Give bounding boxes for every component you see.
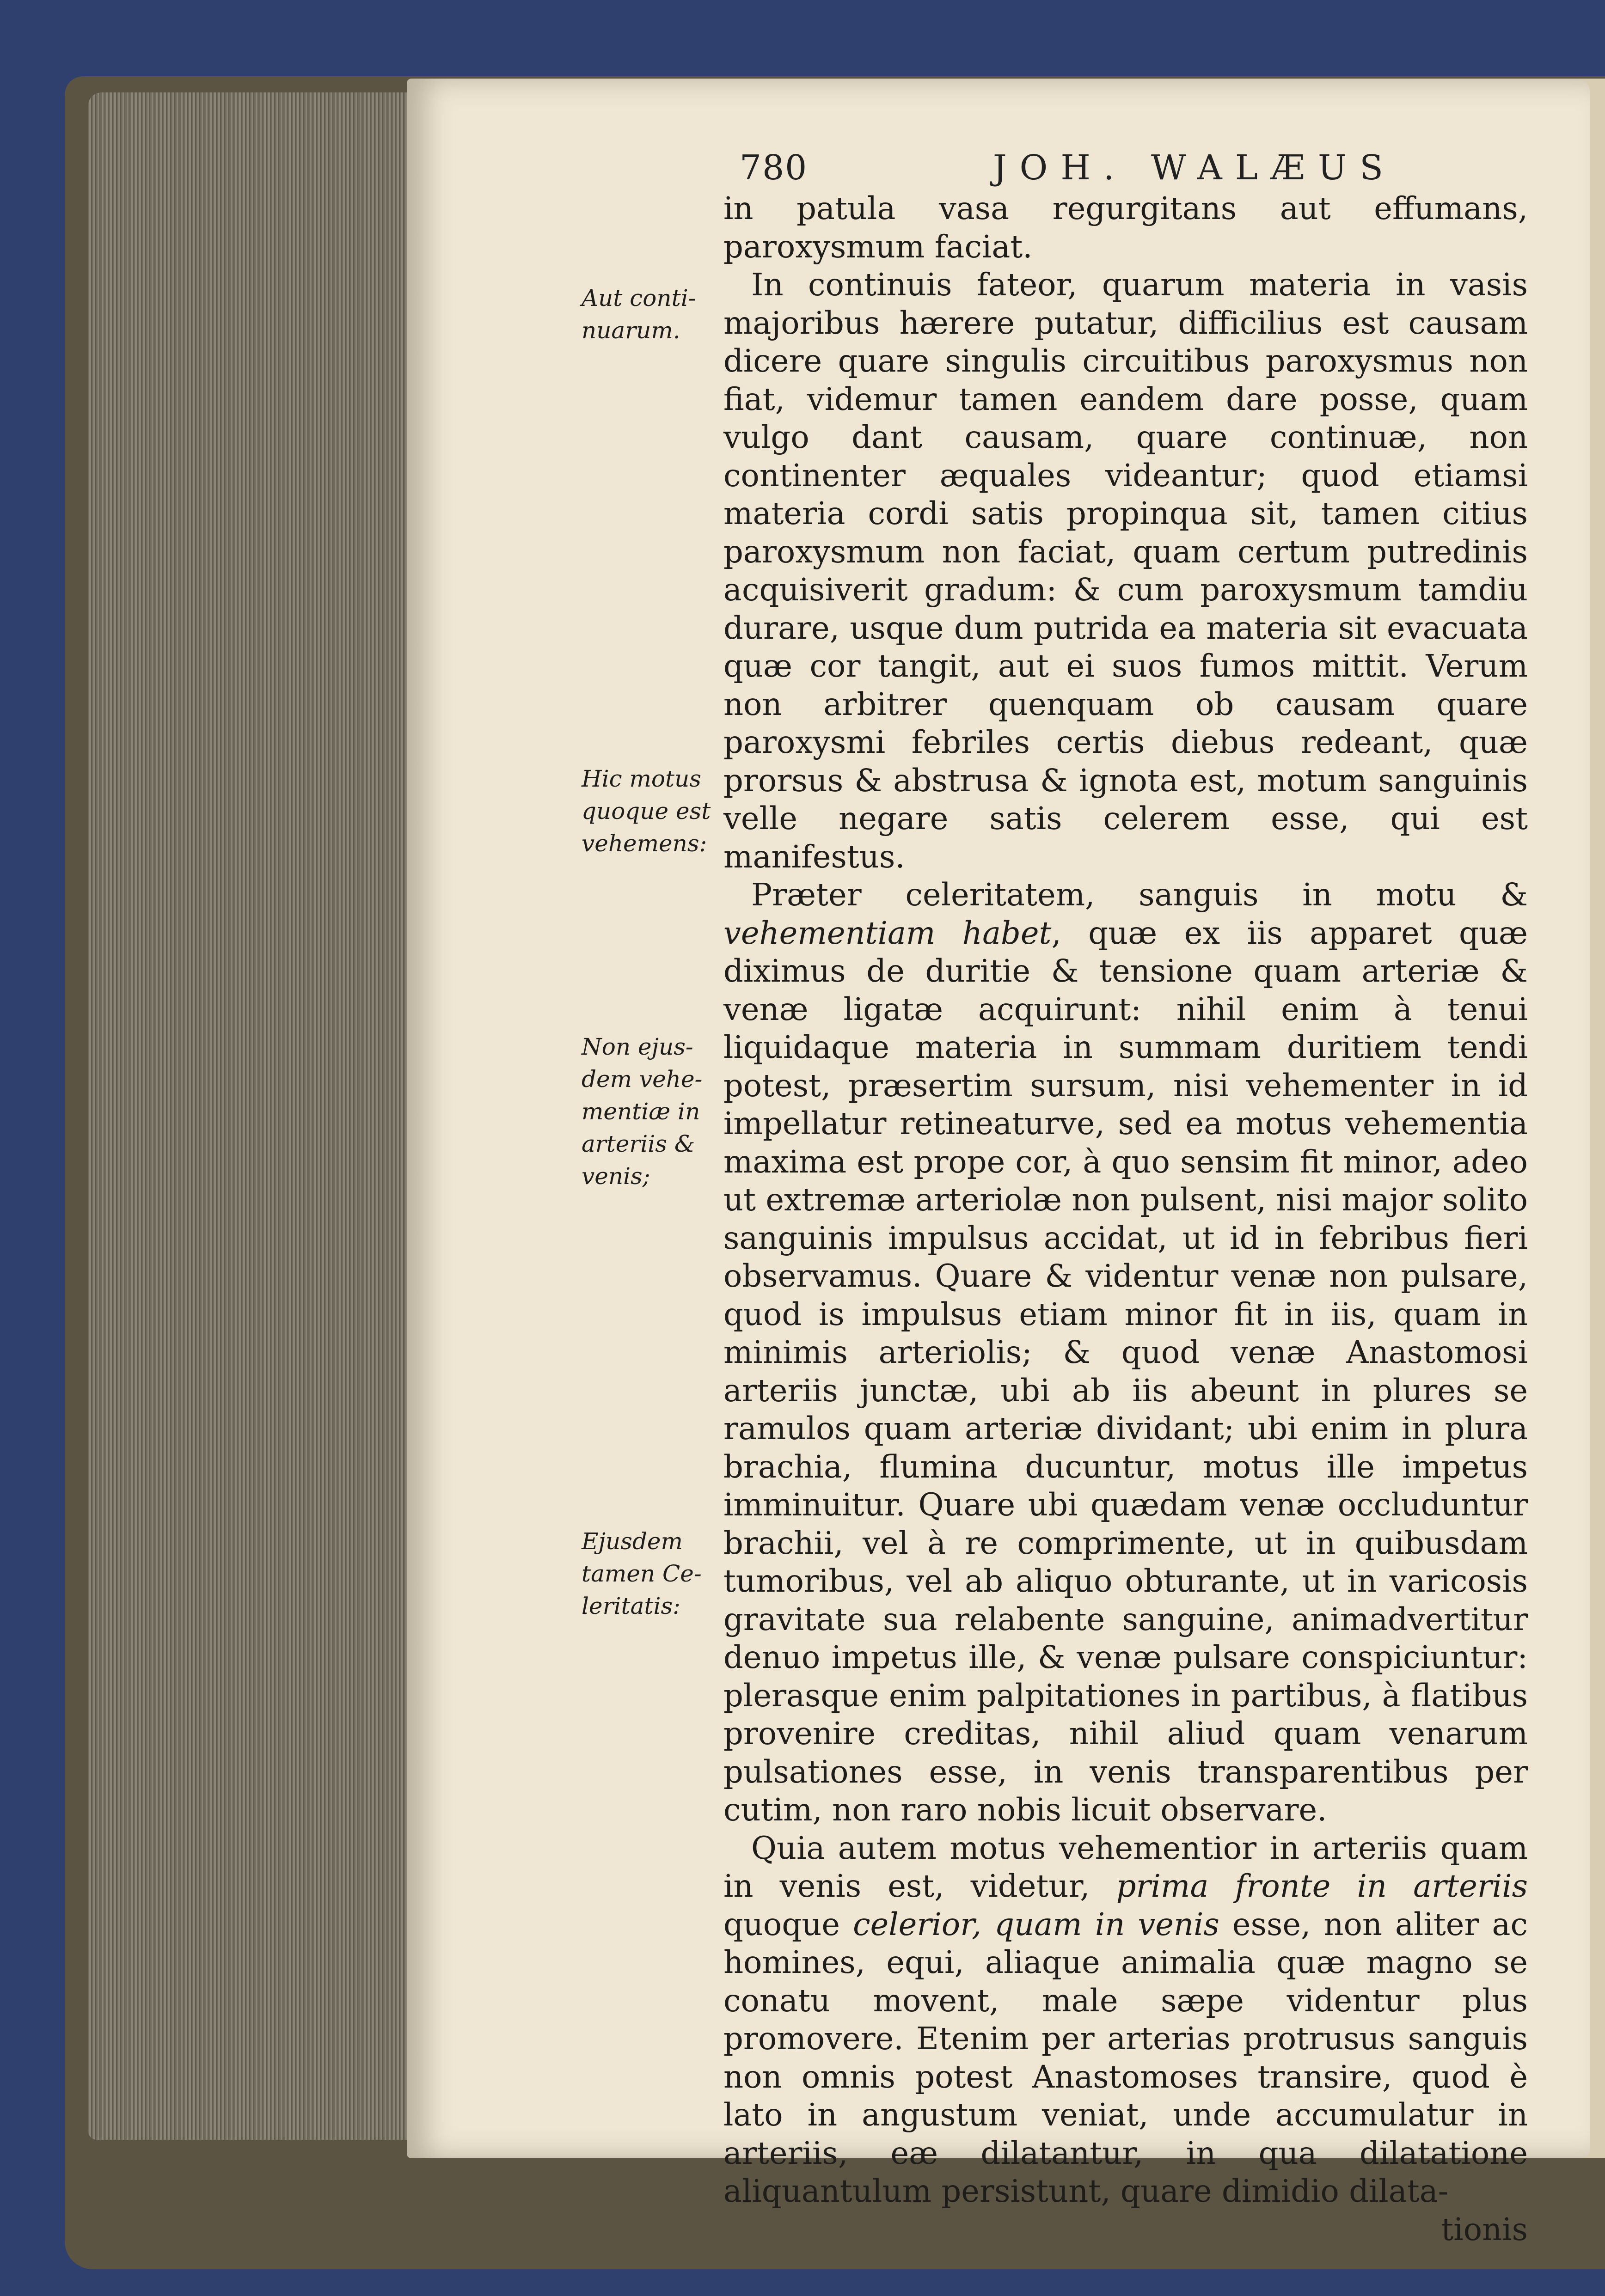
- paragraph: In continuis fateor, quarum materia in vasis majoribus hærere putatur, difficilius est causam dicere quare singulis circuitibus paroxysmus non fiat, videmur tamen eandem dare posse, quam vulgo dant causam, quare continuæ, non continenter æquales videantur; quod etiamsi materia cordi satis propinqua sit, tamen citius paroxysmum non faciat, quam certum putredinis acquisiverit gradum: & cum paroxysmum tamdiu durare, usque dum putrida ea materia sit evacuata quæ cor tangit, aut ei suos fumos mittit. Verum non arbitrer quenquam ob causam quare paroxysmi febriles certis diebus redeant, quæ prorsus & abstrusa & ignota est, motum sanguinis velle negare satis celerem esse, qui est manifestus.: [723, 267, 1528, 875]
- catchword: tionis: [1441, 2211, 1528, 2247]
- margin-note: Aut conti- nuarum.: [582, 285, 696, 344]
- margin-note: Non ejus- dem vehe- mentiæ in arteriis & venis;: [582, 1033, 703, 1190]
- paragraph-text: Præter celeritatem, sanguis in motu &: [751, 877, 1528, 913]
- paragraph-text: esse, non aliter ac homines, equi, aliaque animalia quæ magno se conatu movent, male sæpe videntur plus promovere. Etenim per arterias protrusus sanguis non omnis potest Anastomoses transire, quod è lato in angustum veniat, unde accumulatur in arteriis, eæ dilatantur, in qua dilatatione aliquantulum persistunt, quare dimidio dilata-: [723, 1906, 1528, 2209]
- paragraph-italic: prima fronte in arteriis: [1116, 1868, 1528, 1904]
- running-header: [740, 148, 1396, 188]
- running-title: JOH. WALÆUS: [993, 148, 1396, 188]
- page-number: 780: [740, 148, 808, 188]
- paragraph-text: quoque: [723, 1906, 853, 1942]
- paragraph-text: Quia autem motus vehementior in arteriis quam in venis est, videtur,: [723, 1830, 1528, 1904]
- paragraph-text: , quæ ex iis apparet quæ diximus de duritie & tensione quam arteriæ & venæ ligatæ acquirunt: nihil enim à tenui liquidaque materia in summam duritiem tendi potest, præsertim sursum, nisi vehementer in id impellatur retineaturve, sed ea motus vehementia maxima est prope cor, à quo sensim fit minor, adeo ut extremæ arteriolæ non pulsent, nisi major solito sanguinis impulsus accidat, ut id in febribus fieri observamus. Quare & videntur venæ non pulsare, quod is impulsus etiam minor fit in iis, quam in minimis arteriolis; & quod venæ Anastomosi arteriis junctæ, ubi ab iis abeunt in plures se ramulos quam arteriæ dividant; ubi enim in plura brachia, flumina ducuntur, motus ille impetus imminuitur. Quare ubi quædam venæ occluduntur brachii, vel à re comprimente, ut in quibusdam tumoribus, vel ab aliquo obturante, ut in varicosis gravitate sua relabente sanguine, animadvertitur denuo impetus ille, & venæ pulsare conspiciuntur: plerasque enim palpitationes in partibus, à flatibus provenire creditas, nihil aliud quam venarum pulsationes esse, in venis transparentibus per cutim, non raro nobis licuit observare.: [723, 915, 1528, 1828]
- paragraph: [723, 876, 1528, 1829]
- page-edges: [88, 92, 421, 2140]
- main-text: [723, 189, 1528, 2248]
- paragraph-italic: celerior, quam in venis: [853, 1906, 1219, 1942]
- paragraph: in patula vasa regurgitans aut effumans, paroxysmum faciat.: [723, 190, 1528, 265]
- margin-note: Hic motus quoque est vehemens:: [582, 765, 711, 857]
- paragraph-italic: vehementiam habet: [723, 915, 1052, 951]
- margin-note: Ejusdem tamen Ce- leritatis:: [582, 1528, 702, 1619]
- paragraph: [723, 1829, 1528, 2211]
